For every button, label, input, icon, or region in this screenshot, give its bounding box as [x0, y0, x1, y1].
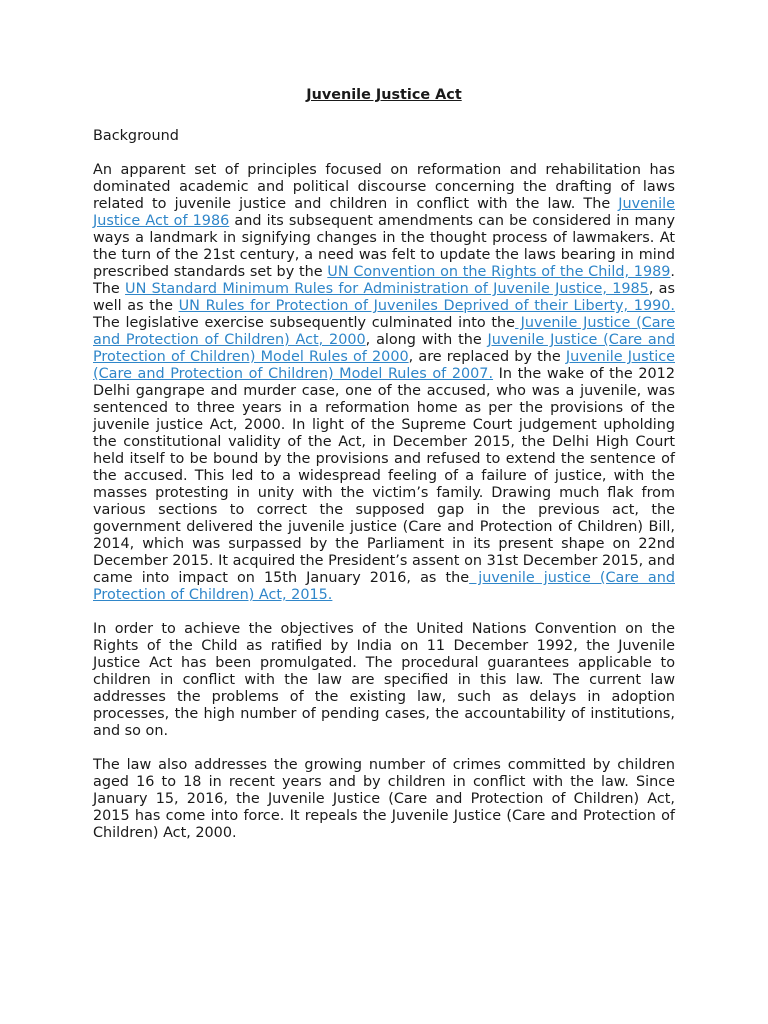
- paragraph-objectives: In order to achieve the objectives of the United Nations Convention on the Rights of the Child as ratified by India on 11 December 1992, the Juvenile Justice Act has been promulgated. The procedural guarantees applicable to children in conflict with the law are specified in this law. The current law addresses the problems of the existing law, such as delays in adoption processes, the high number of pending cases, the accountability of institutions, and so on.: [93, 621, 675, 739]
- paragraph-crimes: The law also addresses the growing number of crimes committed by children aged 16 to 18 in recent years and by children in conflict with the law. Since January 15, 2016, the Juvenile Justice (Care and Protection of Children) Act, 2015 has come into force. It repeals the Juvenile Justice (Care and Protection of Children) Act, 2000.: [93, 757, 675, 841]
- paragraph-text: In the wake of the 2012 Delhi gangrape and murder case, one of the accused, who was a juvenile, was sentenced to three years in a reformation home as per the provisions of the juvenile justice Act, 2000. In light of the Supreme Court judgement upholding the constitutional validity of the Act, in December 2015, the Delhi High Court held itself to be bound by the provisions and refused to extend the sentence of the accused. This led to a widespread feeling of a failure of justice, with the masses protesting in unity with the victim’s family. Drawing much flak from various sections to correct the supposed gap in the previous act, the government delivered the juvenile justice (Care and Protection of Children) Bill, 2014, which was surpassed by the Parliament in its present shape on 22nd December 2015. It acquired the President’s assent on 31st December 2015, and came into impact on 15th January 2016, as the: [93, 366, 675, 586]
- paragraph-text: and its subsequent amendments can be considered in many ways a landmark in signifying changes in the thought process of lawmakers. At the turn of the 21st century, a need was felt to update the laws bearing in mind prescribed standards set by the: [93, 213, 675, 280]
- paragraph-text: An apparent set of principles focused on reformation and rehabilitation has dominated academic and political discourse concerning the drafting of laws related to juvenile justice and children in conflict with the law. The: [93, 162, 675, 212]
- inline-link[interactable]: Juvenile Justice Act of 1986: [93, 196, 675, 229]
- document-body: [93, 85, 675, 859]
- inline-link[interactable]: UN Standard Minimum Rules for Administration of Juvenile Justice, 1985: [125, 281, 649, 297]
- inline-link[interactable]: Juvenile Justice (Care and Protection of Children) Model Rules of 2007.: [93, 349, 675, 382]
- inline-link[interactable]: UN Rules for Protection of Juveniles Deprived of their Liberty, 1990.: [178, 298, 675, 314]
- document-title: Juvenile Justice Act: [306, 87, 462, 103]
- section-heading: Background: [93, 128, 179, 144]
- inline-link[interactable]: juvenile justice (Care and Protection of Children) Act, 2015.: [93, 570, 675, 603]
- paragraph-text: The legislative exercise subsequently culminated into the: [93, 315, 515, 331]
- paragraph-background: [93, 162, 675, 604]
- paragraph-text: , along with the: [365, 332, 488, 348]
- inline-link[interactable]: Juvenile Justice (Care and Protection of Children) Model Rules of 2000: [93, 332, 675, 365]
- inline-link[interactable]: Juvenile Justice (Care and Protection of Children) Act, 2000: [93, 315, 676, 348]
- paragraph-text: , are replaced by the: [408, 349, 566, 365]
- inline-link[interactable]: UN Convention on the Rights of the Child, 1989: [327, 264, 671, 280]
- paragraph-text: , as well as the: [93, 281, 676, 314]
- paragraph-text: . The: [93, 264, 675, 297]
